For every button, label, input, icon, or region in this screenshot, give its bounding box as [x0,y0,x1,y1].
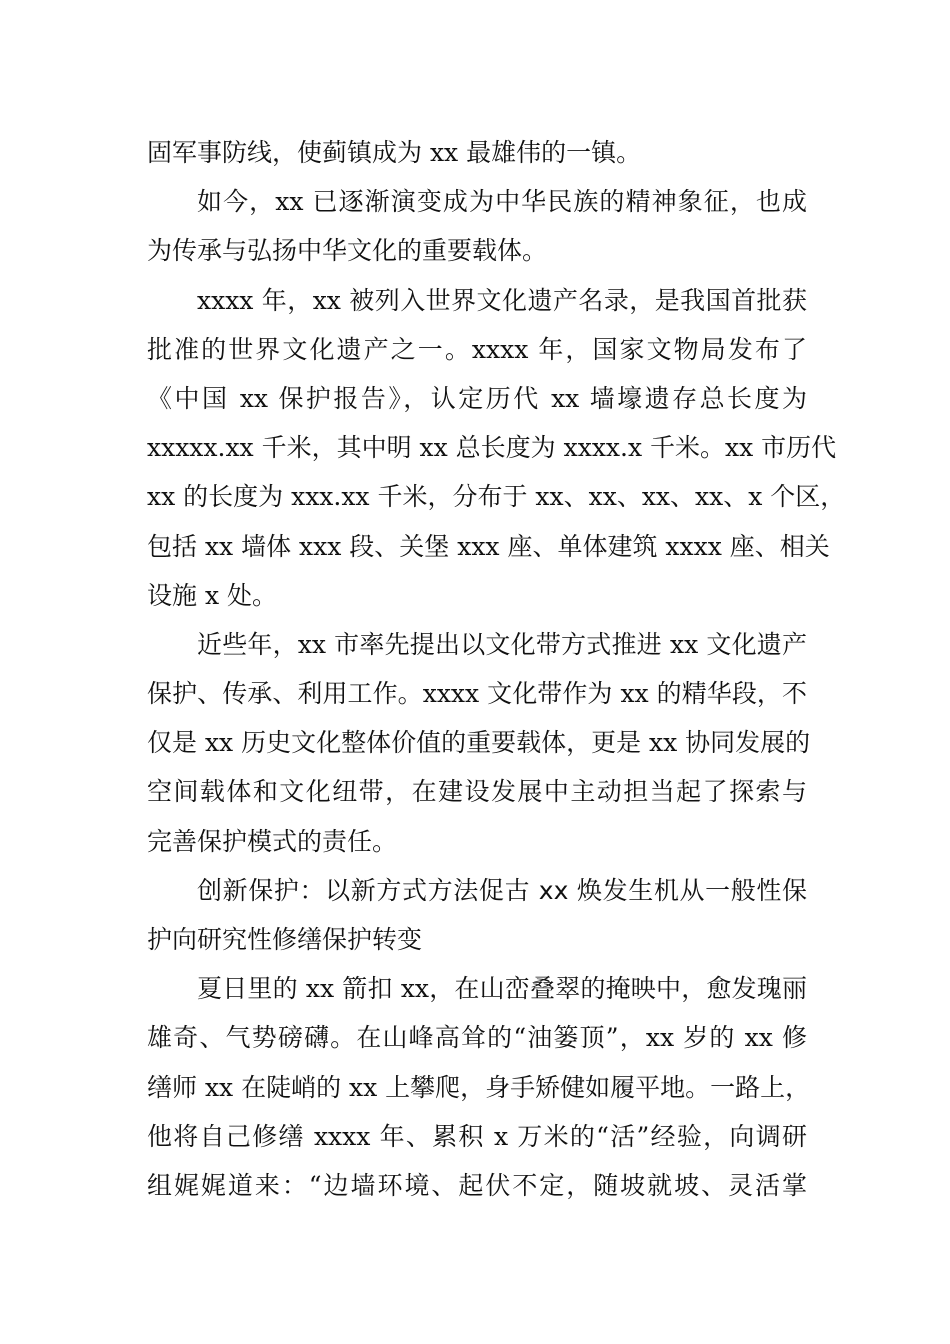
text-line: 完善保护模式的责任。 [147,826,398,856]
text-line: 创新保护：以新方式方法促古 xx 焕发生机从一般性保 [197,875,807,905]
text-line: 护向研究性修缮保护转变 [147,925,423,954]
document-body [147,128,846,1210]
text-line: 保护、传承、利用工作。xxxx 文化带作为 xx 的精华段，不 [147,679,807,709]
text-line: 设施 x 处。 [147,580,277,610]
paragraph [147,128,807,177]
text-line: xxxx 年，xx 被列入世界文化遗产名录，是我国首批获 [197,285,807,315]
text-line: 仅是 xx 历史文化整体价值的重要载体，更是 xx 协同发展的 [147,728,811,758]
text-line: 夏日里的 xx 箭扣 xx，在山峦叠翠的掩映中，愈发瑰丽 [197,974,807,1004]
text-line: 为传承与弘扬中华文化的重要载体。 [147,236,548,266]
text-line: xxxxx.xx 千米，其中明 xx 总长度为 xxxx.x 千米。xx 市历代 [147,433,837,463]
text-line: 组娓娓道来：“边墙环境、起伏不定，随坡就坡、灵活掌 [147,1170,807,1200]
paragraph [147,964,811,1210]
text-line: 雄奇、气势磅礴。在山峰高耸的“油篓顶”，xx 岁的 xx 修 [147,1023,807,1053]
text-line: 他将自己修缮 xxxx 年、累积 x 万米的“活”经验，向调研 [147,1121,807,1151]
text-line: 批准的世界文化遗产之一。xxxx 年，国家文物局发布了 [147,334,807,364]
section-subheading [147,866,807,964]
text-line: xx 的长度为 xxx.xx 千米，分布于 xx、xx、xx、xx、x 个区， [147,482,846,512]
text-line: 固军事防线，使蓟镇成为 xx 最雄伟的一镇。 [147,138,642,167]
paragraph [147,620,811,866]
text-line: 《中国 xx 保护报告》，认定历代 xx 墙壕遗存总长度为 [147,383,807,413]
text-line: 如今，xx 已逐渐演变成为中华民族的精神象征，也成 [197,187,807,217]
text-line: 包括 xx 墙体 xxx 段、关堡 xxx 座、单体建筑 xxxx 座、相关 [147,531,830,561]
text-line: 近些年，xx 市率先提出以文化带方式推进 xx 文化遗产 [197,629,807,659]
text-line: 缮师 xx 在陡峭的 xx 上攀爬，身手矫健如履平地。一路上， [147,1072,811,1102]
paragraph [147,177,807,275]
paragraph [147,276,846,620]
text-line: 空间载体和文化纽带，在建设发展中主动担当起了探索与 [147,777,807,807]
